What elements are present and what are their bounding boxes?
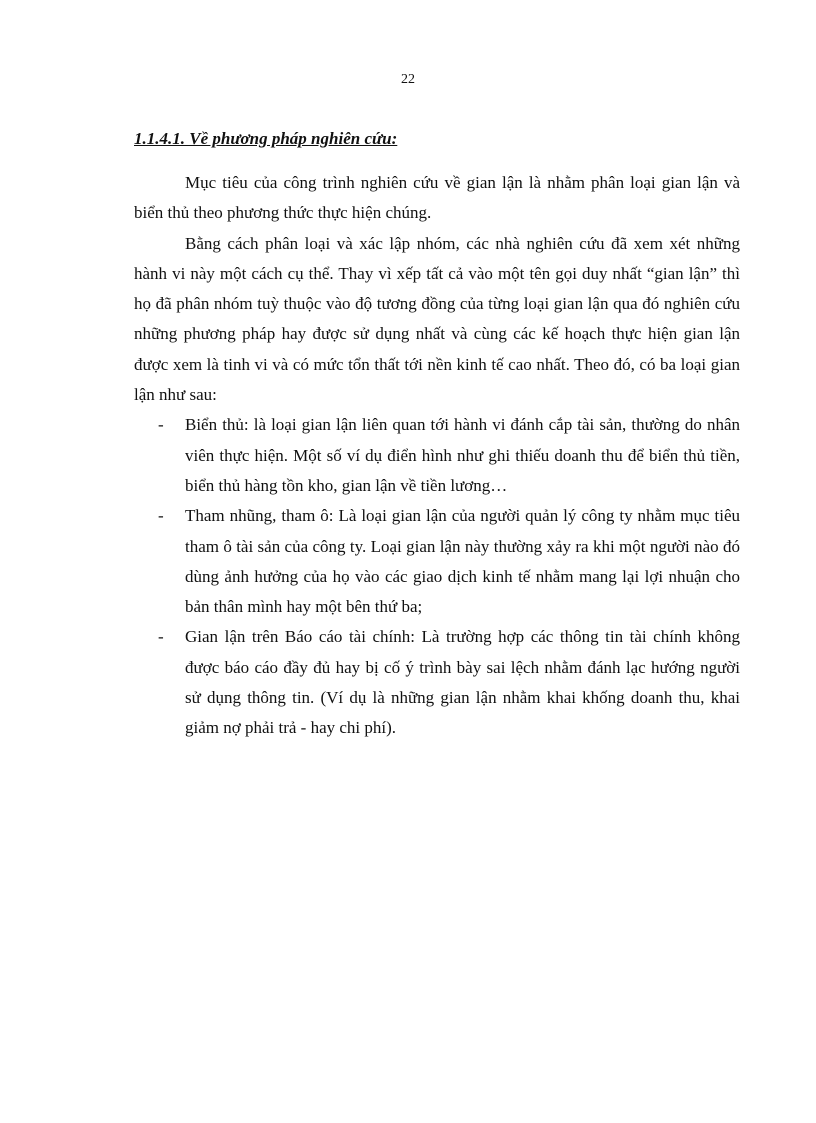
list-item-text: Tham nhũng, tham ô: Là loại gian lận của người quản lý công ty nhằm mục tiêu tham ô tài sản của công ty. Loại gian lận này thường xảy ra khi một người nào đó dùng ảnh hưởng của họ vào các giao dịch kinh tế nhằm mang lại lợi nhuận cho bản thân mình hay một bên thứ ba; bbox=[185, 506, 740, 617]
page-number: 22 bbox=[401, 72, 415, 87]
list-item-text: Biển thủ: là loại gian lận liên quan tới hành vi đánh cắp tài sản, thường do nhân viên thực hiện. Một số ví dụ điển hình như ghi thiếu doanh thu để biển thủ tiền, biển thủ hàng tồn kho, gian lận về tiền lương… bbox=[185, 415, 740, 495]
document-body bbox=[134, 126, 740, 744]
list-item-text: Gian lận trên Báo cáo tài chính: Là trường hợp các thông tin tài chính không được báo cáo đầy đủ hay bị cố ý trình bày sai lệch nhằm đánh lạc hướng người sử dụng thông tin. (Ví dụ là những gian lận nhằm khai khống doanh thu, khai giảm nợ phải trả - hay chi phí). bbox=[185, 627, 740, 738]
section-heading: 1.1.4.1. Về phương pháp nghiên cứu: bbox=[134, 129, 398, 148]
bullet-dash: - bbox=[158, 506, 164, 526]
paragraph-objective: Mục tiêu của công trình nghiên cứu về gian lận là nhằm phân loại gian lận và biển thủ theo phương thức thực hiện chúng. bbox=[134, 173, 740, 223]
bullet-dash: - bbox=[158, 415, 164, 435]
paragraph-classification: Bằng cách phân loại và xác lập nhóm, các nhà nghiên cứu đã xem xét những hành vi này một cách cụ thể. Thay vì xếp tất cả vào một tên gọi duy nhất “gian lận” thì họ đã phân nhóm tuỳ thuộc vào độ tương đồng của từng loại gian lận qua đó nghiên cứu những phương pháp hay được sử dụng nhất và cùng các kế hoạch thực hiện gian lận được xem là tinh vi và có mức tổn thất tới nền kinh tế cao nhất. Theo đó, có ba loại gian lận như sau: bbox=[134, 233, 740, 405]
fraud-type-list bbox=[134, 410, 740, 743]
list-item bbox=[134, 622, 740, 743]
list-item bbox=[134, 501, 740, 622]
bullet-dash: - bbox=[158, 627, 164, 647]
list-item bbox=[134, 410, 740, 501]
